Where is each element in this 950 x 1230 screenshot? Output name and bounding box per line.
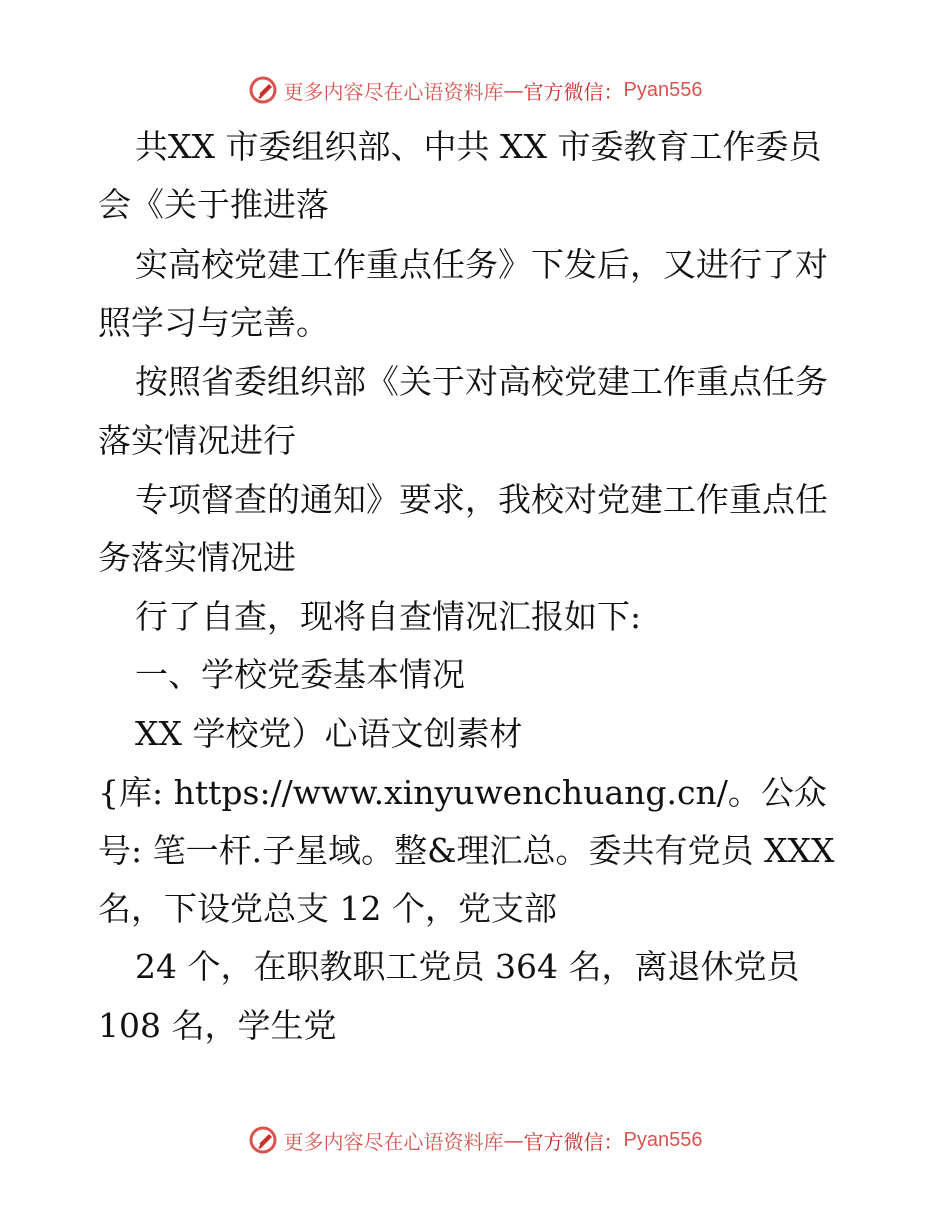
paragraph-line: 专项督查的通知》要求，我校对党建工作重点任 <box>135 480 828 519</box>
paragraph-line: 共XX 市委组织部、中共 XX 市委教育工作委员 <box>135 127 822 166</box>
banner-main-text: 更多内容尽在心语资料库 <box>283 1129 504 1154</box>
paragraph-line: {库: https://www.xinyuwenchuang.cn/。公众 <box>98 773 827 812</box>
paragraph-line: 按照省委组织部《关于对高校党建工作重点任务 <box>135 362 828 401</box>
header-banner <box>0 70 950 110</box>
paragraph-line: 务落实情况进 <box>98 538 296 577</box>
paragraph-line: 名，下设党总支 12 个，党支部 <box>98 889 557 928</box>
paragraph-line: 照学习与完善。 <box>98 303 329 342</box>
paragraph-line: 24 个，在职教职工党员 364 名，离退休党员 <box>135 947 800 986</box>
paragraph-line: 108 名，学生党 <box>98 1006 337 1045</box>
pen-seal-icon <box>248 75 278 105</box>
banner-main-text: 更多内容尽在心语资料库 <box>283 79 504 104</box>
paragraph-line: 会《关于推进落 <box>98 185 329 224</box>
banner-contact-label: 官方微信： <box>523 79 624 104</box>
paragraph-line: XX 学校党）心语文创素材 <box>135 714 523 753</box>
banner-dash: — <box>503 1128 524 1152</box>
banner-dash: — <box>503 78 524 102</box>
paragraph-line: 号: 笔一杆.子星域。整&理汇总。委共有党员 XXX <box>98 831 835 870</box>
paragraph-line: 落实情况进行 <box>98 421 296 460</box>
pen-seal-icon <box>248 1125 278 1155</box>
banner-contact-label: 官方微信： <box>523 1129 624 1154</box>
banner-contact-id: Pyan556 <box>623 78 703 101</box>
section-heading: 一、学校党委基本情况 <box>135 655 465 694</box>
paragraph-line: 行了自查，现将自查情况汇报如下: <box>135 597 642 636</box>
banner-contact-id: Pyan556 <box>623 1128 703 1151</box>
paragraph-line: 实高校党建工作重点任务》下发后，又进行了对 <box>135 245 828 284</box>
footer-banner <box>0 1120 950 1160</box>
